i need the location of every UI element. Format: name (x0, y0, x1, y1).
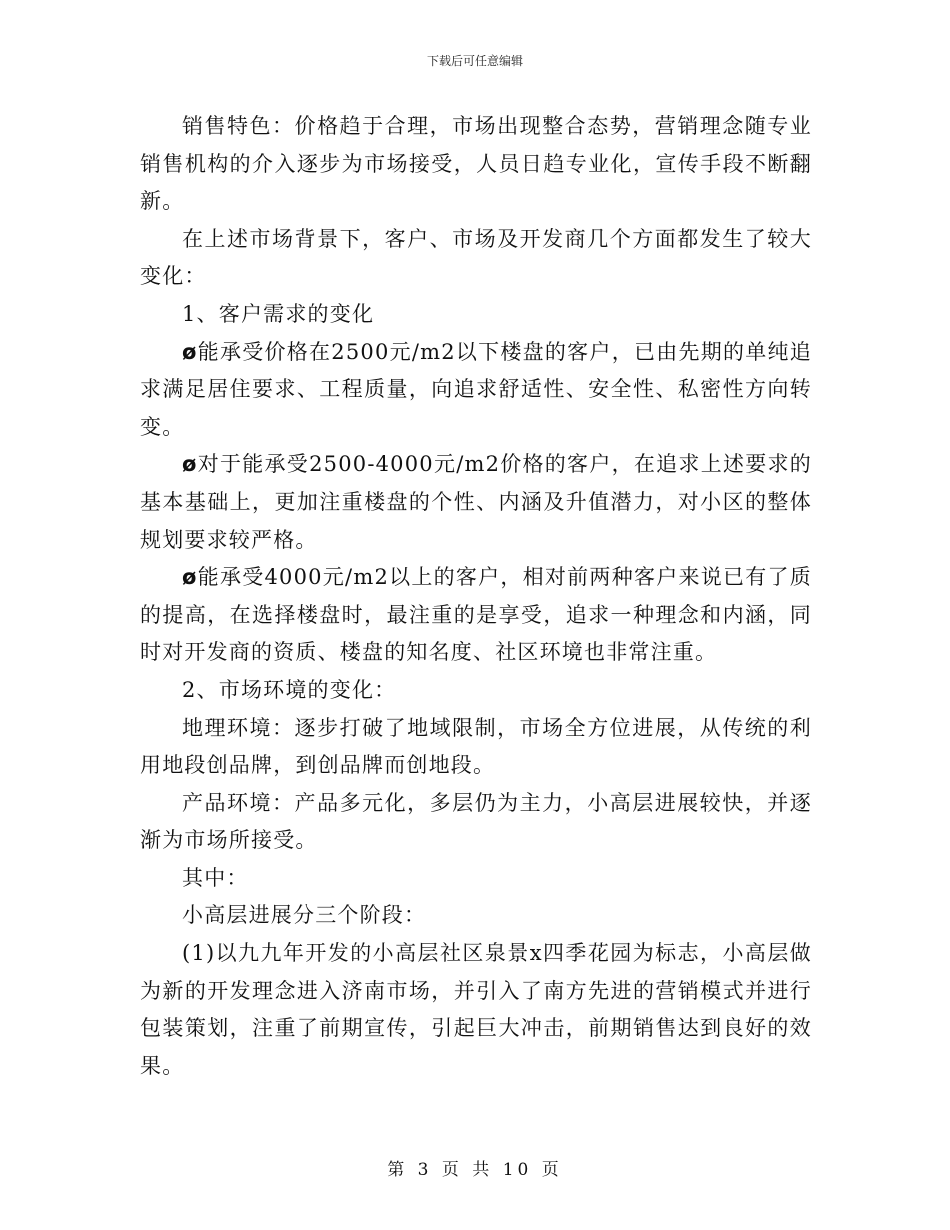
bullet-icon: ø (182, 452, 198, 477)
paragraph (140, 108, 812, 221)
paragraph-text: 地理环境：逐步打破了地域限制，市场全方位进展，从传统的利用地段创品牌，到创品牌而创地段。 (140, 715, 812, 778)
paragraph (140, 785, 812, 860)
paragraph-text: (1)以九九年开发的小高层社区泉景x四季花园为标志，小高层做为新的开发理念进入济南市场，并引入了南方先进的营销模式并进行包装策划，注重了前期宣传，引起巨大冲击，前期销售达到良好的效果。 (140, 941, 812, 1078)
page-number: 第 3 页 共 10 页 (387, 1160, 563, 1180)
paragraph (140, 860, 812, 898)
section-heading (140, 672, 812, 710)
paragraph (140, 710, 812, 785)
paragraph-text: 能承受价格在2500元/m2以下楼盘的客户，已由先期的单纯追求满足居住要求、工程质量，向追求舒适性、安全性、私密性方向转变。 (140, 339, 812, 439)
paragraph-text: 能承受4000元/m2以上的客户，相对前两种客户来说已有了质的提高，在选择楼盘时，最注重的是享受，追求一种理念和内涵，同时对开发商的资质、楼盘的知名度、社区环境也非常注重。 (140, 565, 812, 665)
paragraph-text: 在上述市场背景下，客户、市场及开发商几个方面都发生了较大变化： (140, 226, 812, 289)
bullet-paragraph (140, 334, 812, 447)
paragraph (140, 935, 812, 1085)
paragraph-text: 其中： (182, 865, 249, 890)
page-header: 下载后可任意编辑 (426, 54, 523, 68)
paragraph-text: 对于能承受2500-4000元/m2价格的客户，在追求上述要求的基本基础上，更加注重楼盘的个性、内涵及升值潜力，对小区的整体规划要求较严格。 (140, 452, 812, 552)
paragraph (140, 221, 812, 296)
paragraph-text: 小高层进展分三个阶段： (182, 903, 427, 928)
paragraph-text: 1、客户需求的变化 (182, 301, 375, 326)
bullet-icon: ø (182, 565, 198, 590)
paragraph-text: 产品环境：产品多元化，多层仍为主力，小高层进展较快，并逐渐为市场所接受。 (140, 790, 812, 853)
bullet-icon: ø (182, 339, 198, 364)
document-body (140, 108, 812, 1085)
bullet-paragraph (140, 446, 812, 559)
paragraph-text: 2、市场环境的变化： (182, 677, 397, 702)
paragraph-text: 销售特色：价格趋于合理，市场出现整合态势，营销理念随专业销售机构的介入逐步为市场接受，人员日趋专业化，宣传手段不断翻新。 (140, 114, 812, 214)
section-heading (140, 296, 812, 334)
bullet-paragraph (140, 559, 812, 672)
paragraph (140, 897, 812, 935)
